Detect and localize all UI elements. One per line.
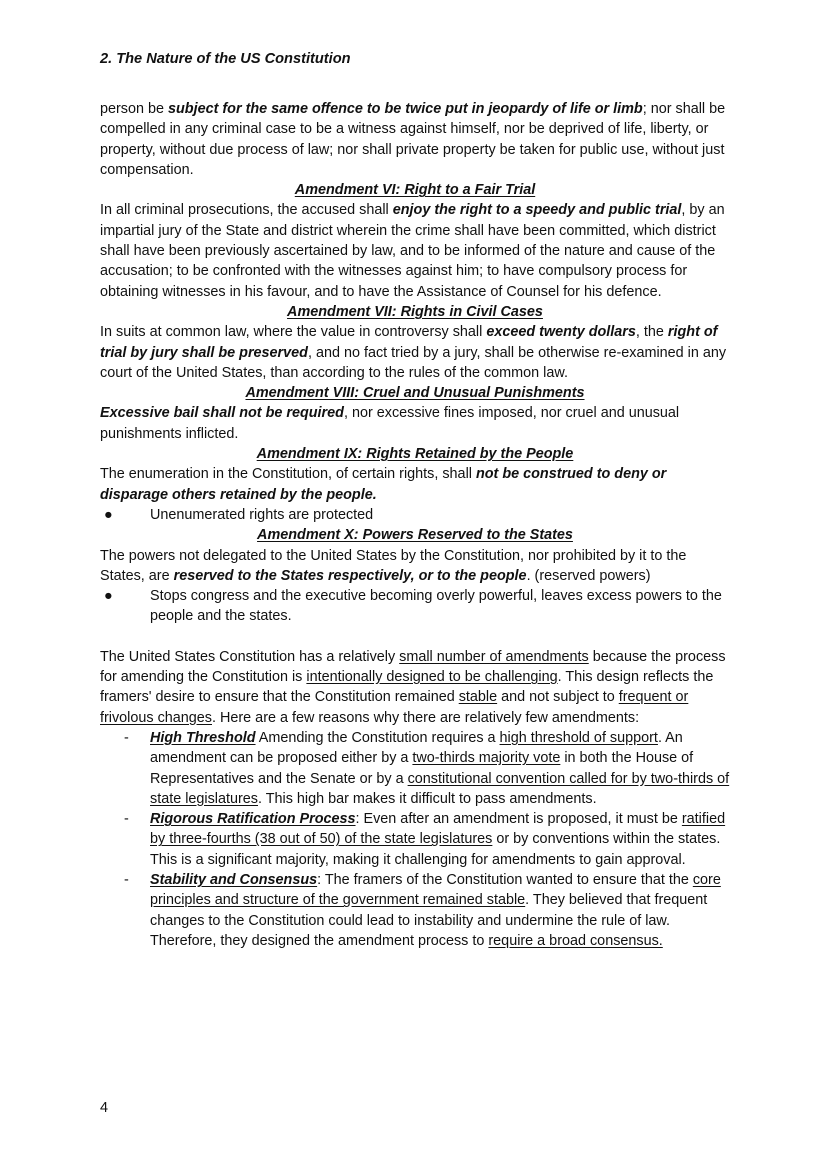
list-item: ● Unenumerated rights are protected: [100, 505, 730, 525]
underlined-text: frequent or frivolous changes: [100, 689, 689, 726]
document-body: [100, 99, 730, 951]
reason-title: Stability and Consensus: [150, 871, 318, 888]
underlined-text: intentionally designed to be challenging: [306, 669, 558, 686]
reasons-list: [100, 728, 730, 951]
reason-title: High Threshold: [150, 729, 256, 746]
emphasis-text: right of trial by jury shall be preserved: [100, 324, 718, 361]
emphasis-text: subject for the same offence to be twice put in jeopardy of life or limb: [168, 101, 643, 117]
emphasis-text: Excessive bail shall not be required: [100, 405, 344, 422]
emphasis-text: not be construed to deny or disparage others retained by the people.: [100, 466, 667, 503]
amendments-intro-paragraph: The United States Constitution has a relatively small number of amendments because the process for amending the Constitution is intentionally designed to be challenging. This design reflects the framers' desire to ensure that the Constitution remained stable and not subject to frequent or frivolous changes. Here are a few reasons why there are relatively few amendments:: [100, 648, 726, 726]
underlined-text: require a broad consensus.: [488, 932, 663, 949]
amendment-vii-heading: Amendment VII: Rights in Civil Cases: [287, 303, 543, 320]
amendment-v-continued-paragraph: person be subject for the same offence to be twice put in jeopardy of life or limb; nor shall be compelled in any criminal case to be a witness against himself, nor be deprived of life, liberty, or property, without due process of law; nor shall private property be taken for public use, without just compensation.: [100, 101, 726, 178]
emphasis-text: reserved to the States respectively, or to the people: [173, 567, 527, 584]
amendment-ix-heading: Amendment IX: Rights Retained by the People: [256, 446, 574, 463]
dash-marker: -: [124, 811, 129, 828]
amendment-viii-paragraph: Excessive bail shall not be required, nor excessive fines imposed, nor cruel and unusual punishments inflicted.: [100, 405, 680, 442]
underlined-text: two-thirds majority vote: [412, 750, 561, 767]
amendment-x-bullets: [100, 586, 730, 627]
paragraph-spacer: [100, 627, 730, 647]
emphasis-text: exceed twenty dollars: [486, 324, 636, 341]
bullet-dot-icon: ●: [104, 506, 113, 523]
emphasis-text: enjoy the right to a speedy and public trial: [392, 202, 682, 219]
page-number: 4: [100, 1100, 109, 1116]
amendment-x-paragraph: The powers not delegated to the United States by the Constitution, nor prohibited by it to the States, are reserved to the States respectively, or to the people. (reserved powers): [100, 547, 687, 584]
dash-marker: -: [124, 729, 129, 746]
underlined-text: high threshold of support: [499, 729, 658, 746]
reason-rigorous-ratification: - Rigorous Ratification Process: Even after an amendment is proposed, it must be ratified by three-fourths (38 out of 50) of the state legislatures or by conventions within the states. This is a significant majority, making it challenging for amendments to gain approval.: [124, 811, 726, 868]
amendment-ix-paragraph: The enumeration in the Constitution, of certain rights, shall not be construed to deny or disparage others retained by the people.: [100, 466, 667, 503]
underlined-text: stable: [458, 689, 498, 706]
amendment-x-heading: Amendment X: Powers Reserved to the States: [257, 527, 573, 544]
underlined-text: core principles and structure of the government remained stable: [150, 871, 721, 909]
amendment-vi-heading: Amendment VI: Right to a Fair Trial: [294, 182, 536, 199]
amendment-vii-paragraph: In suits at common law, where the value in controversy shall exceed twenty dollars, the right of trial by jury shall be preserved, and no fact tried by a jury, shall be otherwise re-examined in any court of the United States, than according to the rules of the common law.: [100, 324, 727, 381]
bullet-dot-icon: ●: [104, 588, 113, 605]
underlined-text: small number of amendments: [399, 648, 589, 665]
reason-title: Rigorous Ratification Process: [150, 811, 356, 828]
amendment-ix-bullets: [100, 505, 730, 525]
reason-high-threshold: - High Threshold Amending the Constitution requires a high threshold of support. An amendment can be proposed either by a two-thirds majority vote in both the House of Representatives and the Senate or by a constitutional convention called for by two-thirds of state legislatures. This high bar makes it difficult to pass amendments.: [124, 729, 730, 807]
amendment-vi-paragraph: In all criminal prosecutions, the accused shall enjoy the right to a speedy and public trial, by an impartial jury of the State and district wherein the crime shall have been committed, which district shall have been previously ascertained by law, and to be informed of the nature and cause of the accusation; to be confronted with the witnesses against him; to have compulsory process for obtaining witnesses in his favour, and to have the Assistance of Counsel for his defence.: [100, 202, 725, 300]
reason-stability-consensus: - Stability and Consensus: The framers of the Constitution wanted to ensure that the core principles and structure of the government remained stable. They believed that frequent changes to the Constitution could lead to instability and undermine the rule of law. Therefore, they designed the amendment process to require a broad consensus.: [124, 871, 721, 949]
amendment-viii-heading: Amendment VIII: Cruel and Unusual Punishments: [245, 385, 585, 402]
dash-marker: -: [124, 871, 129, 888]
chapter-title: 2. The Nature of the US Constitution: [100, 51, 351, 67]
underlined-text: constitutional convention called for by two-thirds of state legislatures: [150, 770, 730, 807]
list-item: ● Stops congress and the executive becoming overly powerful, leaves excess powers to the people and the states.: [104, 588, 722, 625]
underlined-text: ratified by three-fourths (38 out of 50) of the state legislatures: [150, 811, 726, 848]
